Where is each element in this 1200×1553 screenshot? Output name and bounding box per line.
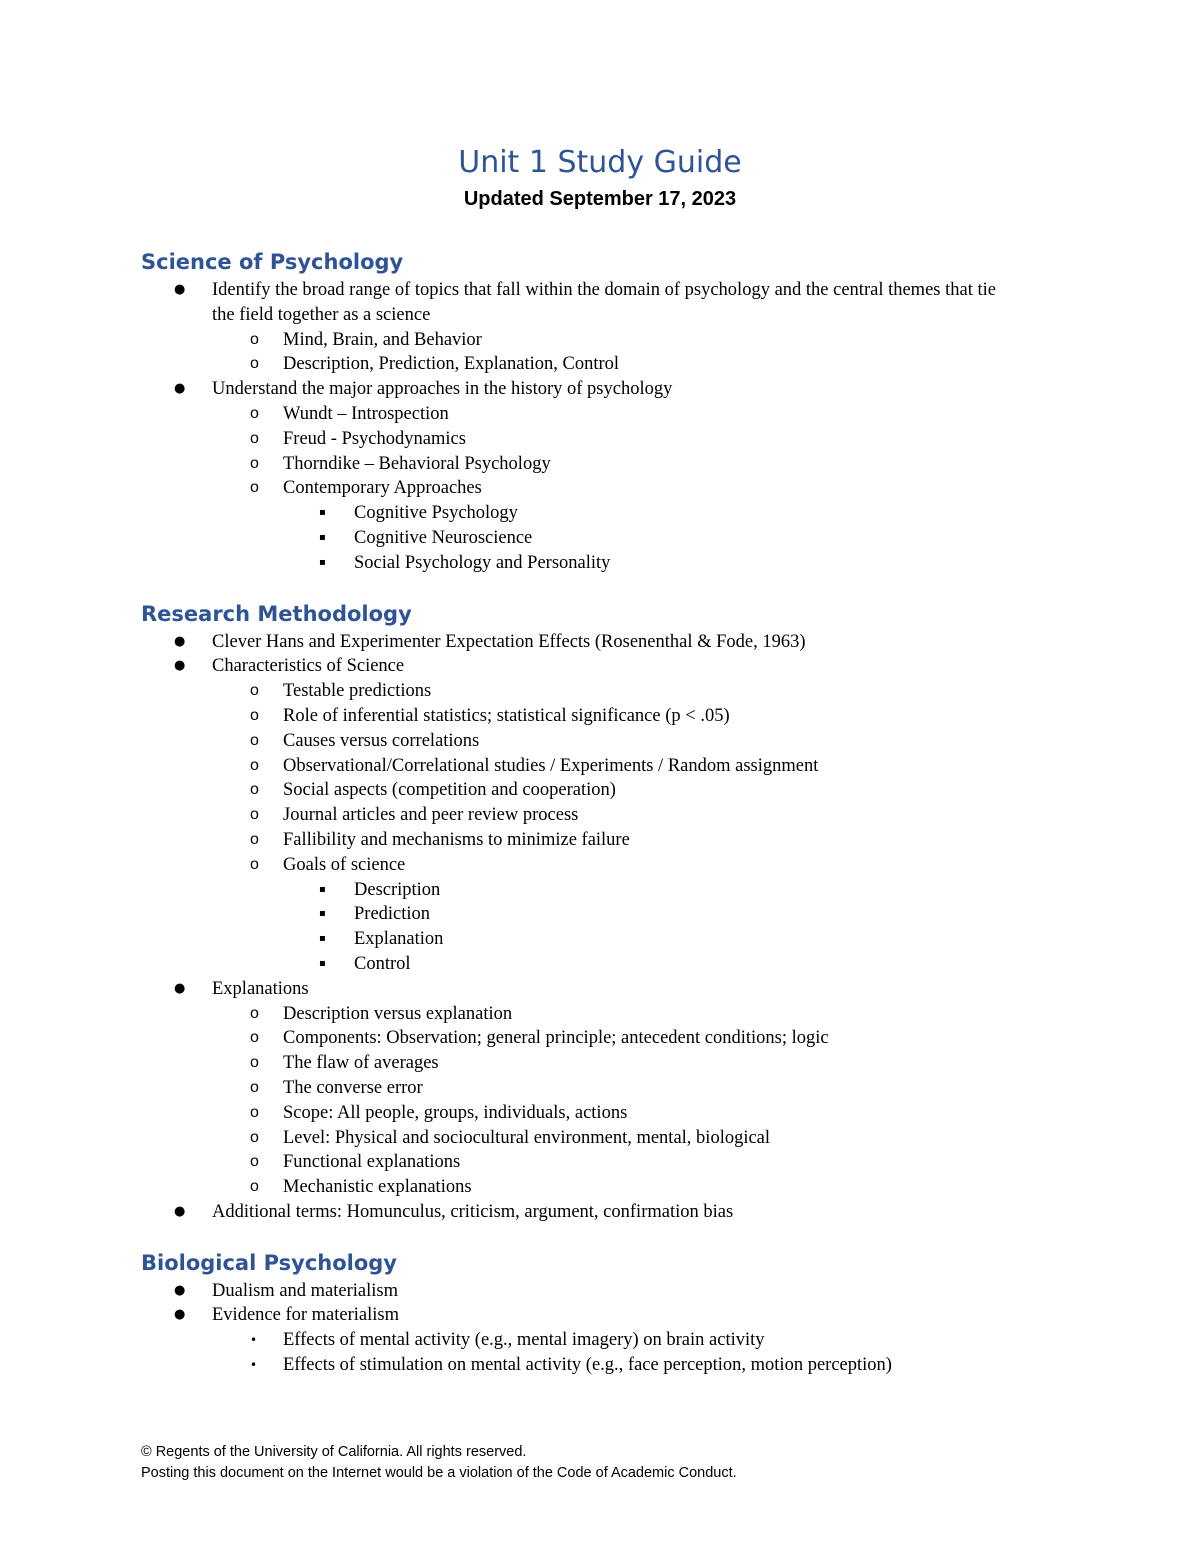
list-item xyxy=(212,1002,1021,1027)
bullet-marker-icon: ▪ xyxy=(319,531,326,543)
bullet-marker-icon: o xyxy=(250,479,259,497)
list-item-text: Control xyxy=(354,953,411,974)
list-item xyxy=(212,452,1021,477)
bullet-marker-icon: o xyxy=(250,1128,259,1146)
bullet-list-level-2 xyxy=(141,402,1021,576)
bullet-list-level-2 xyxy=(141,1328,1021,1378)
list-item-text: Evidence for materialism xyxy=(212,1305,399,1326)
bullet-marker-icon: o xyxy=(250,731,259,749)
list-item-text: Causes versus correlations xyxy=(283,730,480,751)
bullet-marker-icon: ● xyxy=(174,1307,186,1323)
updated-date: Updated September 17, 2023 xyxy=(463,188,737,210)
list-item-text: Understand the major approaches in the history of psychology xyxy=(212,379,673,400)
bullet-marker-icon: o xyxy=(250,404,259,422)
list-item-text: Contemporary Approaches xyxy=(283,478,482,499)
list-item-text: The flaw of averages xyxy=(283,1053,439,1074)
list-item xyxy=(141,1303,1021,1377)
list-item-text: Cognitive Psychology xyxy=(354,503,518,524)
list-item-text: Observational/Correlational studies / Experiments / Random assignment xyxy=(283,755,819,776)
list-item xyxy=(212,1076,1021,1101)
bullet-list-level-1 xyxy=(141,278,1021,576)
bullet-marker-icon: o xyxy=(250,682,259,700)
list-item-text: Thorndike – Behavioral Psychology xyxy=(283,453,551,474)
list-item-text: Effects of stimulation on mental activity (e.g., face perception, motion perception) xyxy=(283,1355,892,1376)
bullet-list-level-3 xyxy=(212,501,1021,575)
bullet-marker-icon: o xyxy=(250,1103,259,1121)
list-item-text: Social Psychology and Personality xyxy=(354,552,611,573)
list-item-text: Journal articles and peer review process xyxy=(283,805,579,826)
list-item xyxy=(141,377,1021,575)
list-item xyxy=(212,1101,1021,1126)
list-item xyxy=(141,977,1021,1200)
list-item-text: Identify the broad range of topics that fall within the domain of psychology and the central themes that tie the field together as a science xyxy=(212,280,996,325)
list-item-text: Wundt – Introspection xyxy=(283,403,449,424)
section-science-of-psychology xyxy=(141,246,1021,576)
list-item-text: Fallibility and mechanisms to minimize failure xyxy=(283,829,630,850)
bullet-marker-icon: o xyxy=(250,355,259,373)
list-item-text: Level: Physical and sociocultural environment, mental, biological xyxy=(283,1127,771,1148)
list-item-text: Mind, Brain, and Behavior xyxy=(283,329,482,350)
list-item-text: Scope: All people, groups, individuals, actions xyxy=(283,1102,628,1123)
list-item xyxy=(212,828,1021,853)
list-item xyxy=(212,778,1021,803)
bullet-marker-icon: o xyxy=(250,781,259,799)
list-item xyxy=(283,551,1021,576)
bullet-marker-icon: ● xyxy=(174,1203,186,1219)
bullet-marker-icon: o xyxy=(250,429,259,447)
section-research-methodology xyxy=(141,598,1021,1225)
section-heading: Science of Psychology xyxy=(141,250,404,274)
list-item-text: Explanations xyxy=(212,978,309,999)
list-item-text: Mechanistic explanations xyxy=(283,1177,472,1198)
list-item xyxy=(212,853,1021,977)
list-item xyxy=(141,1279,1021,1304)
list-item xyxy=(212,1051,1021,1076)
bullet-marker-icon: ● xyxy=(174,381,186,397)
list-item-text: Additional terms: Homunculus, criticism, argument, confirmation bias xyxy=(212,1201,734,1222)
list-item xyxy=(283,927,1021,952)
list-item xyxy=(212,679,1021,704)
posting-notice: Posting this document on the Internet would be a violation of the Code of Academic Conduct. xyxy=(141,1465,737,1481)
list-item xyxy=(212,1150,1021,1175)
bullet-marker-icon: o xyxy=(250,1078,259,1096)
bullet-list-level-1 xyxy=(141,1279,1021,1378)
bullet-list-level-2 xyxy=(141,1002,1021,1200)
list-item-text: Role of inferential statistics; statistical significance (p < .05) xyxy=(283,705,730,726)
bullet-marker-icon: ● xyxy=(174,980,186,996)
bullet-marker-icon: o xyxy=(250,1054,259,1072)
list-item xyxy=(212,729,1021,754)
list-item-text: Cognitive Neuroscience xyxy=(354,527,533,548)
list-item xyxy=(141,630,1021,655)
list-item-text: Freud - Psychodynamics xyxy=(283,428,466,449)
bullet-marker-icon: • xyxy=(250,1333,258,1348)
list-item-text: Components: Observation; general principle; antecedent conditions; logic xyxy=(283,1028,829,1049)
list-item xyxy=(141,278,1021,377)
bullet-list-level-3 xyxy=(212,878,1021,977)
list-item xyxy=(283,902,1021,927)
bullet-marker-icon: o xyxy=(250,756,259,774)
bullet-marker-icon: ● xyxy=(174,658,186,674)
bullet-marker-icon: o xyxy=(250,830,259,848)
bullet-marker-icon: o xyxy=(250,806,259,824)
bullet-marker-icon: ▪ xyxy=(319,957,326,969)
bullet-marker-icon: ● xyxy=(174,282,186,297)
list-item-text: Clever Hans and Experimenter Expectation Effects (Rosenenthal & Fode, 1963) xyxy=(212,631,806,652)
list-item xyxy=(212,427,1021,452)
list-item xyxy=(212,754,1021,779)
list-item xyxy=(212,803,1021,828)
list-item-text: Dualism and materialism xyxy=(212,1280,398,1301)
list-item-text: Social aspects (competition and cooperation) xyxy=(283,780,616,801)
list-item xyxy=(212,1353,1021,1378)
list-item xyxy=(212,1126,1021,1151)
list-item xyxy=(212,1328,1021,1353)
bullet-marker-icon: o xyxy=(250,706,259,724)
footer xyxy=(141,1442,1041,1484)
list-item xyxy=(212,1026,1021,1051)
list-item xyxy=(141,1200,1021,1225)
bullet-marker-icon: ▪ xyxy=(319,908,326,920)
list-item xyxy=(283,526,1021,551)
list-item-text: The converse error xyxy=(283,1077,423,1098)
list-item xyxy=(283,952,1021,977)
document-title: Unit 1 Study Guide xyxy=(458,145,742,180)
bullet-marker-icon: o xyxy=(250,1004,259,1022)
list-item-text: Effects of mental activity (e.g., mental imagery) on brain activity xyxy=(283,1330,765,1351)
bullet-marker-icon: o xyxy=(250,330,259,348)
bullet-marker-icon: ▪ xyxy=(319,933,326,945)
list-item-text: Functional explanations xyxy=(283,1152,461,1173)
bullet-marker-icon: o xyxy=(250,454,259,472)
list-item xyxy=(212,402,1021,427)
list-item-text: Characteristics of Science xyxy=(212,656,405,677)
bullet-list-level-1 xyxy=(141,630,1021,1225)
study-guide-content xyxy=(141,246,1021,1378)
bullet-marker-icon: o xyxy=(250,855,259,873)
list-item xyxy=(212,476,1021,575)
bullet-marker-icon: ● xyxy=(174,1282,186,1298)
list-item-text: Goals of science xyxy=(283,854,406,875)
section-heading: Biological Psychology xyxy=(141,1250,397,1275)
bullet-marker-icon: o xyxy=(250,1029,259,1047)
list-item-text: Prediction xyxy=(354,904,431,925)
section-heading: Research Methodology xyxy=(141,601,412,626)
list-item xyxy=(212,1175,1021,1200)
list-item-text: Testable predictions xyxy=(283,681,432,702)
bullet-marker-icon: o xyxy=(250,1153,259,1171)
bullet-marker-icon: • xyxy=(250,1358,258,1373)
bullet-marker-icon: ▪ xyxy=(319,507,326,519)
list-item xyxy=(141,654,1021,976)
bullet-marker-icon: ▪ xyxy=(319,883,326,895)
bullet-marker-icon: ● xyxy=(174,633,186,649)
bullet-marker-icon: o xyxy=(250,1178,259,1196)
list-item-text: Explanation xyxy=(354,929,444,950)
bullet-marker-icon: ▪ xyxy=(319,556,326,568)
list-item xyxy=(212,352,1021,377)
list-item xyxy=(283,501,1021,526)
list-item xyxy=(212,704,1021,729)
list-item xyxy=(283,878,1021,903)
list-item xyxy=(212,328,1021,353)
bullet-list-level-2 xyxy=(141,328,1021,378)
section-biological-psychology xyxy=(141,1247,1021,1378)
list-item-text: Description, Prediction, Explanation, Control xyxy=(283,354,620,375)
copyright-notice: © Regents of the University of California. All rights reserved. xyxy=(141,1444,527,1460)
list-item-text: Description versus explanation xyxy=(283,1003,513,1024)
bullet-list-level-2 xyxy=(141,679,1021,977)
list-item-text: Description xyxy=(354,879,441,900)
